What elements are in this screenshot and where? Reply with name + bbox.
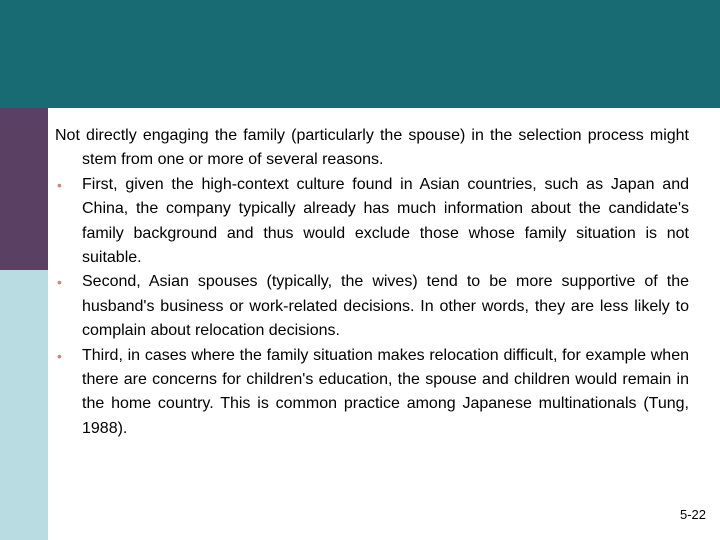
bullet-item-first [55,173,689,271]
bullet-text: Third, in cases where the family situation makes relocation difficult, for example when there are concerns for children's education, the spouse and children would remain in the home country. This is common practice among Japanese multinationals (Tung, 1988). [82,346,689,437]
slide-number: 5-22 [679,507,706,522]
header-band [0,0,720,108]
bullet-text: First, given the high-context culture found in Asian countries, such as Japan and China, the company typically already has much information about the candidate's family background and thus would exclude those whose family situation is not suitable. [82,175,689,267]
bullet-dot-icon: • [57,176,62,193]
slide-body [55,124,689,441]
sidebar-accent-purple [0,108,48,270]
intro-paragraph: Not directly engaging the family (particularly the spouse) in the selection process might stem from one or more of several reasons. [55,127,689,169]
bullet-dot-icon: • [57,274,62,291]
bullet-text: Second, Asian spouses (typically, the wives) tend to be more supportive of the husband's business or work-related decisions. In other words, they are less likely to complain about relocation decisions. [82,273,689,340]
bullet-item-third [55,344,689,442]
bullet-dot-icon: • [57,347,62,364]
sidebar-accent-blue [0,270,48,540]
bullet-list [55,173,689,441]
bullet-item-second [55,270,689,343]
